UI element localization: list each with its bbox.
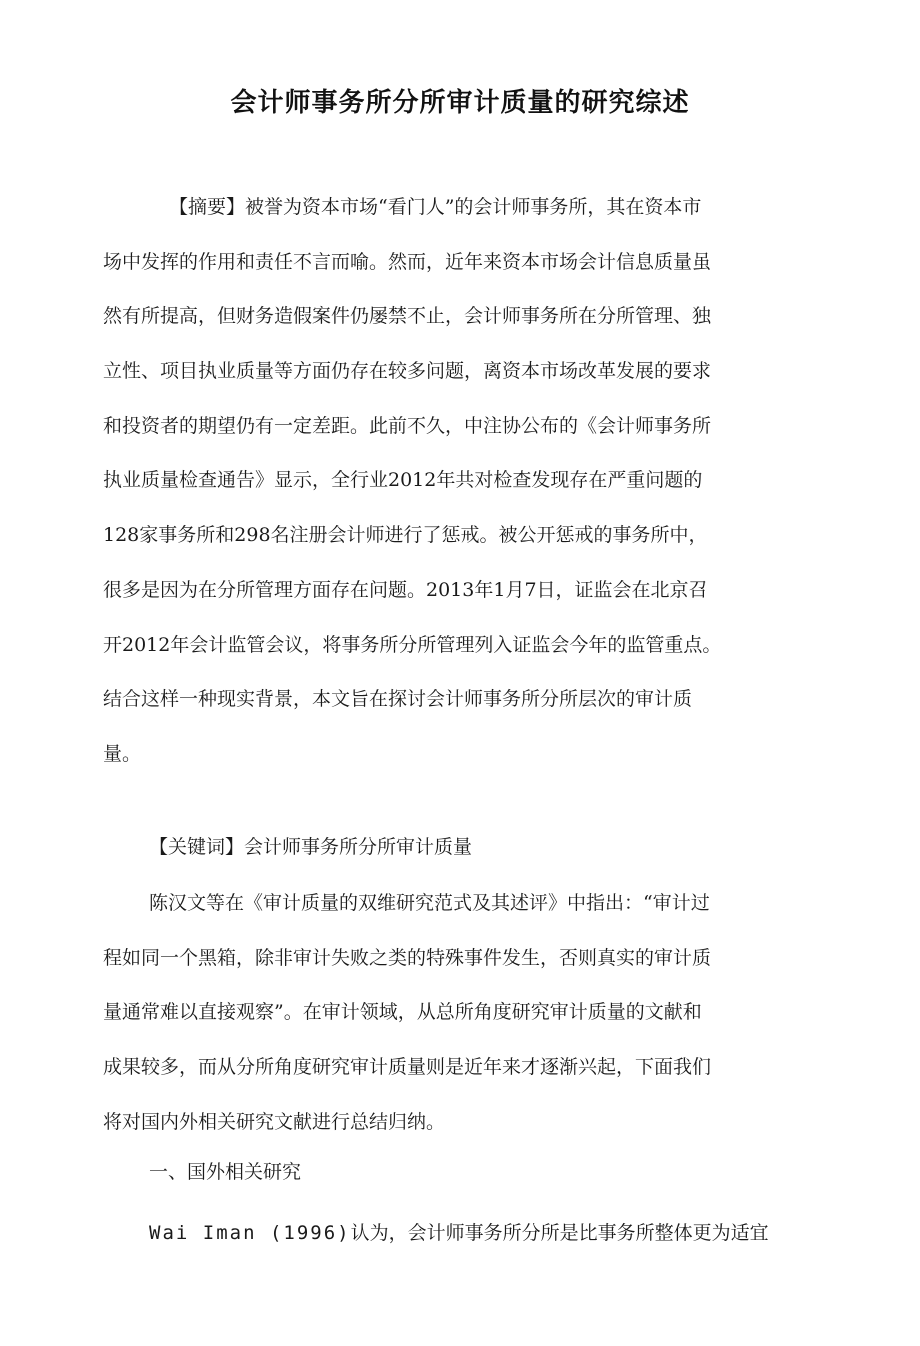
abstract-line: 量。 xyxy=(103,742,142,765)
abstract-line: 立性、项目执业质量等方面仍存在较多问题，离资本市场改革发展的要求 xyxy=(103,360,712,383)
keywords-line: 【关键词】会计师事务所分所审计质量 xyxy=(149,836,473,858)
body-paragraph-2 xyxy=(103,1206,793,1261)
body-line: 陈汉文等在《审计质量的双维研究范式及其述评》中指出：“审计过 xyxy=(149,892,710,914)
abstract-line: 结合这样一种现实背景，本文旨在探讨会计师事务所分所层次的审计质 xyxy=(103,688,693,711)
section-heading-block xyxy=(103,1145,793,1200)
body-line: 将对国内外相关研究文献进行总结归纳。 xyxy=(103,1110,446,1133)
abstract-line: 然有所提高，但财务造假案件仍屡禁不止，会计师事务所在分所管理、独 xyxy=(103,305,712,328)
abstract-line: 很多是因为在分所管理方面存在问题。2013年1月7日，证监会在北京召 xyxy=(103,578,708,601)
abstract-line: 执业质量检查通告》显示，全行业2012年共对检查发现存在严重问题的 xyxy=(103,469,703,492)
document-title: 会计师事务所分所审计质量的研究综述 xyxy=(230,88,690,118)
abstract-line: 128家事务所和298名注册会计师进行了惩戒。被公开惩戒的事务所中， xyxy=(103,524,708,547)
citation-author: Wai Iman (1996) xyxy=(149,1222,351,1244)
abstract-line: 开2012年会计监管会议，将事务所分所管理列入证监会今年的监管重点。 xyxy=(103,633,722,656)
keywords-paragraph xyxy=(103,820,793,875)
abstract-paragraph xyxy=(103,180,793,782)
abstract-line: 和投资者的期望仍有一定差距。此前不久，中注协公布的《会计师事务所 xyxy=(103,414,712,437)
body-line: 成果较多，而从分所角度研究审计质量则是近年来才逐渐兴起，下面我们 xyxy=(103,1056,712,1079)
abstract-line: 【摘要】被誉为资本市场“看门人”的会计师事务所，其在资本市 xyxy=(169,196,702,218)
section-heading: 一、国外相关研究 xyxy=(149,1161,302,1183)
abstract-line: 场中发挥的作用和责任不言而喻。然而，近年来资本市场会计信息质量虽 xyxy=(103,250,712,273)
body-line: 程如同一个黑箱，除非审计失败之类的特殊事件发生，否则真实的审计质 xyxy=(103,946,712,969)
body-line xyxy=(103,1206,793,1261)
body-line-text: 认为，会计师事务所分所是比事务所整体更为适宜 xyxy=(350,1222,769,1244)
body-paragraph xyxy=(103,876,793,1149)
body-line: 量通常难以直接观察”。在审计领域，从总所角度研究审计质量的文献和 xyxy=(103,1001,702,1024)
